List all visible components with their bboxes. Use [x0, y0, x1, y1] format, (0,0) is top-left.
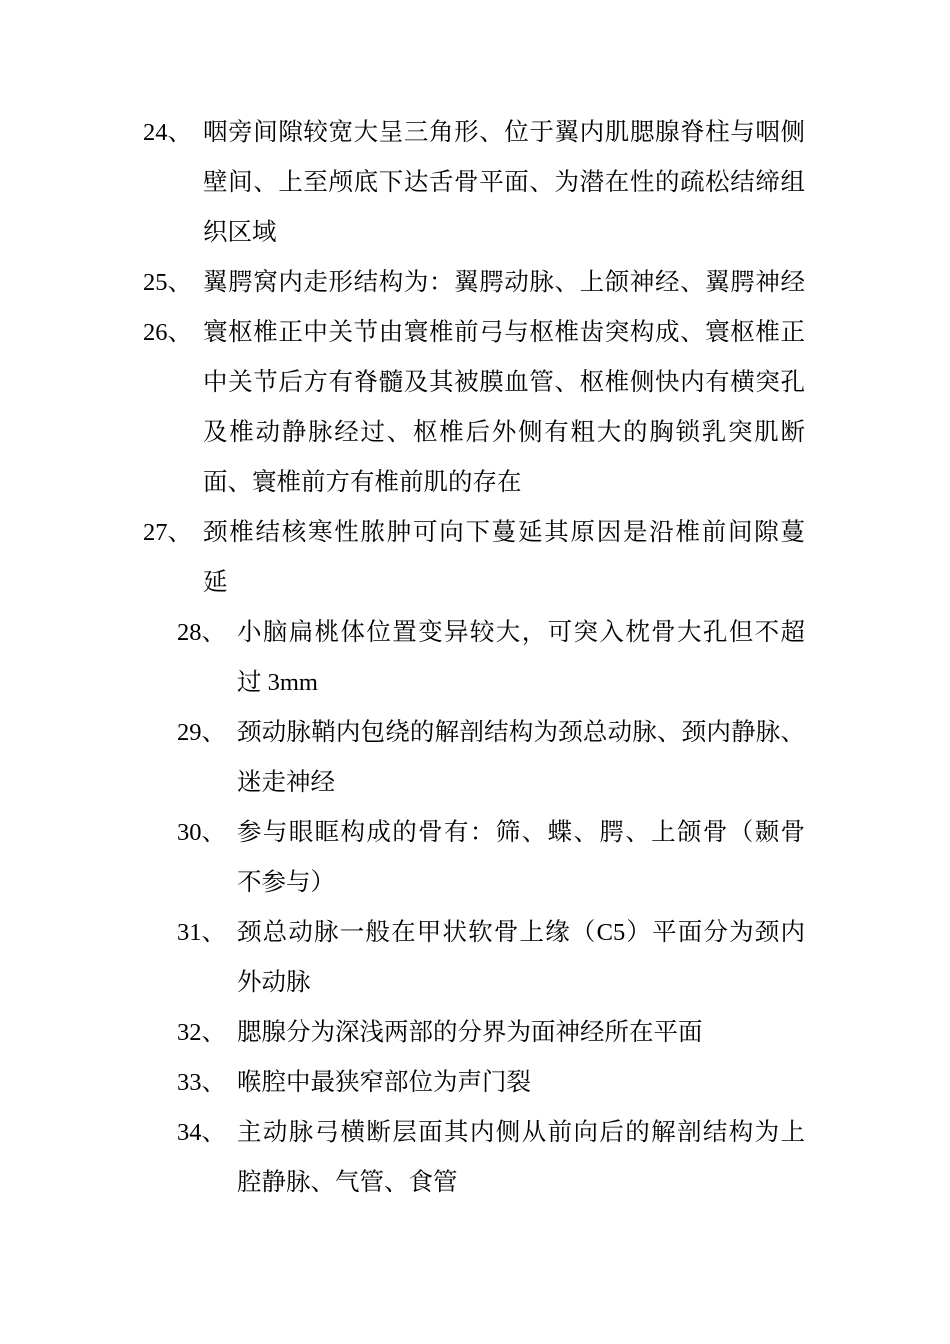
list-item [143, 108, 805, 258]
item-number: 25、 [143, 269, 192, 296]
list-item [177, 708, 805, 808]
item-text-line: 织区域 [203, 219, 277, 246]
item-text-line: 及椎动静脉经过、枢椎后外侧有粗大的胸锁乳突肌断 [203, 419, 805, 446]
item-number: 28、 [177, 619, 226, 646]
list-item [177, 908, 805, 1008]
item-text [203, 108, 805, 258]
item-number: 29、 [177, 719, 226, 746]
item-text [237, 908, 805, 1008]
item-text-line: 不参与） [237, 869, 335, 896]
item-text-line: 小脑扁桃体位置变异较大，可突入枕骨大孔但不超 [237, 619, 805, 646]
item-text [237, 708, 805, 808]
numbered-list [0, 108, 805, 1208]
item-number: 31、 [177, 919, 226, 946]
item-text-line: 参与眼眶构成的骨有：筛、蝶、腭、上颌骨（颞骨 [237, 819, 805, 846]
item-text-line: 颈椎结核寒性脓肿可向下蔓延其原因是沿椎前间隙蔓 [203, 519, 805, 546]
item-text-line: 壁间、上至颅底下达舌骨平面、为潜在性的疏松结缔组 [203, 169, 805, 196]
item-text [237, 1058, 805, 1108]
item-text [203, 508, 805, 608]
item-text [237, 608, 805, 708]
item-text-line: 主动脉弓横断层面其内侧从前向后的解剖结构为上 [237, 1119, 805, 1146]
item-text [237, 1008, 805, 1058]
item-text-line: 翼腭窝内走形结构为：翼腭动脉、上颌神经、翼腭神经 [203, 269, 805, 296]
item-number: 24、 [143, 119, 192, 146]
item-text-line: 迷走神经 [237, 769, 335, 796]
item-text [237, 1108, 805, 1208]
item-text-line: 外动脉 [237, 969, 311, 996]
item-text-line: 腔静脉、气管、食管 [237, 1169, 458, 1196]
item-number: 34、 [177, 1119, 226, 1146]
list-item [143, 508, 805, 608]
item-text [203, 308, 805, 508]
item-text-line: 延 [203, 569, 228, 596]
item-text-line: 颈总动脉一般在甲状软骨上缘（C5）平面分为颈内 [237, 919, 805, 946]
list-item [143, 258, 805, 308]
item-text-line: 腮腺分为深浅两部的分界为面神经所在平面 [237, 1019, 703, 1046]
item-number: 27、 [143, 519, 192, 546]
item-text [203, 258, 805, 308]
item-text-line: 颈动脉鞘内包绕的解剖结构为颈总动脉、颈内静脉、 [237, 719, 805, 746]
list-item [177, 1058, 805, 1108]
item-number: 30、 [177, 819, 226, 846]
list-item [177, 808, 805, 908]
list-item [177, 1008, 805, 1058]
list-item [177, 1108, 805, 1208]
item-text-line: 中关节后方有脊髓及其被膜血管、枢椎侧快内有横突孔 [203, 369, 805, 396]
item-number: 33、 [177, 1069, 226, 1096]
item-text-line: 喉腔中最狭窄部位为声门裂 [237, 1069, 531, 1096]
list-item [177, 608, 805, 708]
item-number: 26、 [143, 319, 192, 346]
item-text-line: 面、寰椎前方有椎前肌的存在 [203, 469, 522, 496]
item-text [237, 808, 805, 908]
item-text-line: 咽旁间隙较宽大呈三角形、位于翼内肌腮腺脊柱与咽侧 [203, 119, 805, 146]
list-item [143, 308, 805, 508]
item-text-line: 过 3mm [237, 669, 318, 696]
item-text-line: 寰枢椎正中关节由寰椎前弓与枢椎齿突构成、寰枢椎正 [203, 319, 805, 346]
item-number: 32、 [177, 1019, 226, 1046]
